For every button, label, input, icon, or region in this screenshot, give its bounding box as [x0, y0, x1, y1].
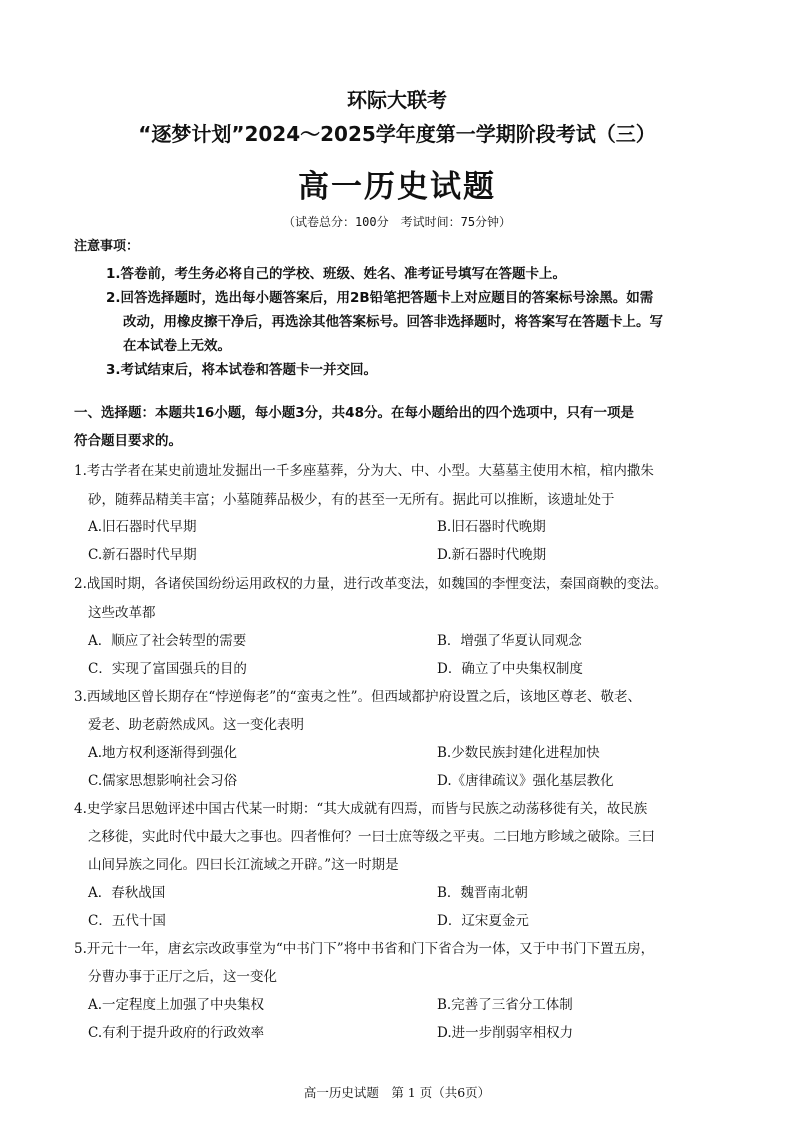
section-heading-line-2: 符合题目要求的。	[74, 433, 182, 449]
q5-option-d: D.进一步削弱宰相权力	[437, 1025, 574, 1041]
q3-stem-line-1: 3.西域地区曾长期存在“悖逆侮老”的“蛮夷之性”。但西域都护府设置之后，该地区尊老、敬老、	[74, 689, 641, 705]
q4-option-a: A．春秋战国	[88, 885, 166, 901]
notes-title: 注意事项：	[74, 239, 140, 254]
q4-option-b: B．魏晋南北朝	[437, 885, 528, 901]
section-instructions: 本题共16小题，每小题3分，共48分。在每小题给出的四个选项中，只有一项是	[155, 405, 634, 421]
q5-stem-line-1: 5.开元十一年，唐玄宗改政事堂为“中书门下”将中书省和门下省合为一体，又于中书门下置五房，	[74, 941, 655, 957]
note-line-2c: 在本试卷上无效。	[123, 338, 231, 354]
page-title: 高一历史试题	[298, 169, 496, 205]
note-line-3: 3.考试结束后，将本试卷和答题卡一并交回。	[106, 362, 378, 378]
exam-org: 环际大联考	[347, 88, 447, 112]
exam-name: “逐梦计划”2024～2025学年度第一学期阶段考试（三）	[138, 122, 656, 146]
q3-stem-line-2: 爱老、助老蔚然成风。这一变化表明	[88, 717, 304, 733]
q1-option-a: A.旧石器时代早期	[88, 519, 197, 535]
q2-stem-line-2: 这些改革都	[88, 605, 156, 621]
note-line-1: 1.答卷前，考生务必将自己的学校、班级、姓名、准考证号填写在答题卡上。	[106, 266, 567, 282]
q4-option-c: C．五代十国	[88, 913, 166, 929]
q2-option-c: C．实现了富国强兵的目的	[88, 661, 247, 677]
exam-info: （试卷总分：100分 考试时间：75分钟）	[282, 215, 512, 229]
q4-stem-line-3: 山间异族之同化。四曰长江流域之开辟。”这一时期是	[88, 857, 399, 873]
q5-stem-line-2: 分曹办事于正厅之后，这一变化	[88, 969, 277, 985]
q1-stem-line-1: 1.考古学者在某史前遗址发掘出一千多座墓葬，分为大、中、小型。大墓墓主使用木棺，棺内撒朱	[74, 463, 654, 479]
q2-option-b: B．增强了华夏认同观念	[437, 633, 582, 649]
q5-option-a: A.一定程度上加强了中央集权	[88, 997, 265, 1013]
q1-stem-line-2: 砂，随葬品精美丰富；小墓随葬品极少，有的甚至一无所有。据此可以推断，该遗址处于	[88, 492, 615, 508]
q4-stem-line-2: 之移徙，实此时代中最大之事也。四者惟何？一曰士庶等级之平夷。二曰地方畛域之破除。三曰	[88, 829, 655, 845]
note-line-2a: 2.回答选择题时，选出每小题答案后，用2B铅笔把答题卡上对应题目的答案标号涂黑。如需	[106, 290, 654, 306]
q4-stem-line-1: 4.史学家吕思勉评述中国古代某一时期：“其大成就有四焉，而皆与民族之动荡移徙有关，故民族	[74, 801, 648, 817]
q2-stem-line-1: 2.战国时期，各诸侯国纷纷运用政权的力量，进行改革变法，如魏国的李悝变法，秦国商鞅的变法。	[74, 576, 668, 592]
section-label: 一、选择题：	[74, 405, 155, 421]
q3-option-a: A.地方权利逐渐得到强化	[88, 745, 238, 761]
q3-option-b: B.少数民族封建化进程加快	[437, 745, 600, 761]
q1-option-b: B.旧石器时代晚期	[437, 519, 546, 535]
q4-option-d: D．辽宋夏金元	[437, 913, 529, 929]
q1-option-d: D.新石器时代晚期	[437, 547, 547, 563]
q2-option-d: D．确立了中央集权制度	[437, 661, 583, 677]
section-heading	[74, 401, 634, 421]
q2-option-a: A．顺应了社会转型的需要	[88, 633, 247, 649]
q3-option-c: C.儒家思想影响社会习俗	[88, 773, 238, 789]
q5-option-c: C.有利于提升政府的行政效率	[88, 1025, 265, 1041]
q5-option-b: B.完善了三省分工体制	[437, 997, 573, 1013]
q1-option-c: C.新石器时代早期	[88, 547, 197, 563]
note-line-2b: 改动，用橡皮擦干净后，再选涂其他答案标号。回答非选择题时，将答案写在答题卡上。写	[123, 314, 663, 330]
q3-option-d: D.《唐律疏议》强化基层教化	[437, 773, 614, 789]
page-footer: 高一历史试题 第 1 页（共6页）	[303, 1085, 491, 1100]
